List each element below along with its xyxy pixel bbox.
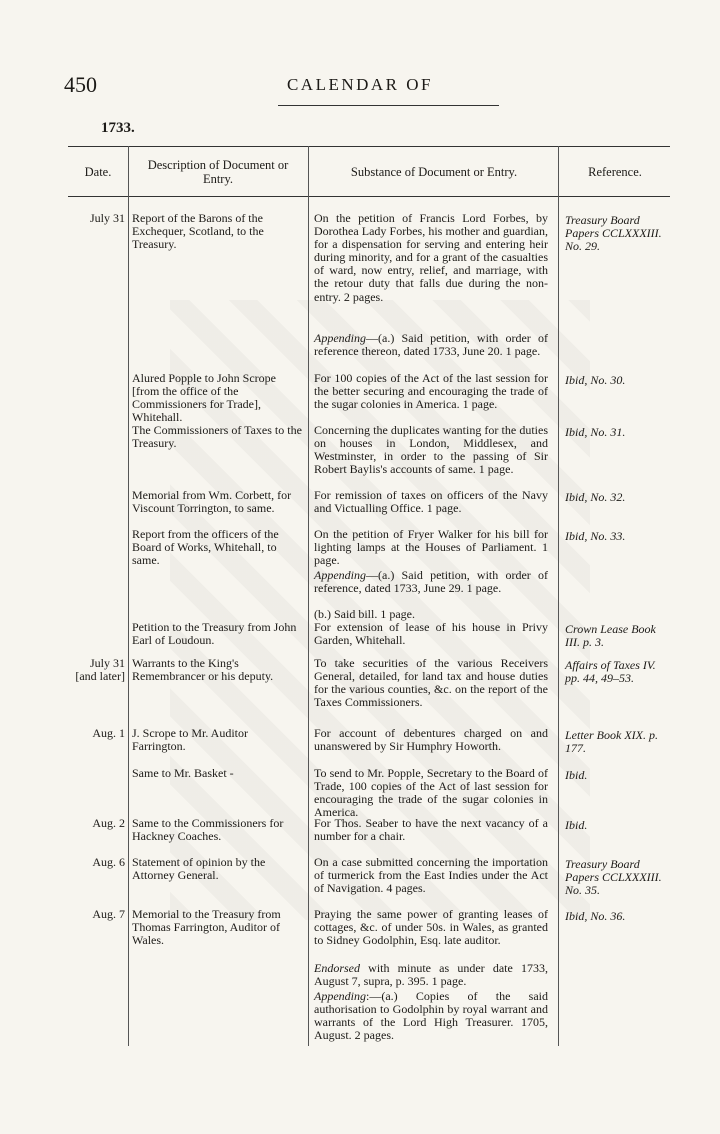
entry-substance: For account of debentures charged on and unanswered by Sir Humphry Howorth. [314, 726, 548, 754]
entry-reference: Ibid. [565, 818, 588, 832]
entry-description: Alured Popple to John Scrope [from the office of the Commissioners for Trade], Whitehall. [132, 371, 276, 425]
entry-substance: On the petition of Fryer Walker for his bill for lighting lamps at the Houses of Parliament. 1 page. [314, 527, 548, 568]
column-divider [308, 146, 309, 1046]
column-header-description: Description of Document or Entry. [147, 158, 289, 186]
entry-substance: To take securities of the various Receivers General, detailed, for land tax and house duties for the various counties, &c. on the report of the Taxes Commissioners. [314, 656, 548, 710]
entry-reference: Treasury Board Papers CCLXXXIII. No. 35. [565, 857, 662, 898]
entry-description: Statement of opinion by the Attorney General. [132, 855, 266, 883]
appending-label: Appending [314, 989, 366, 1003]
entry-description: Memorial to the Treasury from Thomas Farrington, Auditor of Wales. [132, 907, 281, 948]
entry-description: The Commissioners of Taxes to the Treasury. [132, 423, 302, 451]
entry-substance: For extension of lease of his house in Privy Garden, Whitehall. [314, 620, 548, 648]
column-header-reference: Reference. [588, 165, 642, 179]
entry-date: Aug. 1 [92, 726, 125, 740]
entry-description: Petition to the Treasury from John Earl of Loudoun. [132, 620, 297, 648]
entry-substance: For Thos. Seaber to have the next vacancy of a number for a chair. [314, 816, 548, 844]
entry-appending: Appending—(a.) Said petition, with order of reference, dated 1733, June 29. 1 page. [314, 568, 548, 596]
entry-reference: Ibid, No. 32. [565, 490, 626, 504]
entry-description: Warrants to the King's Remembrancer or his deputy. [132, 656, 274, 684]
column-header-substance: Substance of Document or Entry. [350, 165, 518, 179]
entry-reference: Affairs of Taxes IV. pp. 44, 49–53. [565, 658, 656, 686]
table-header-rule [68, 196, 670, 197]
entry-reference: Ibid, No. 31. [565, 425, 626, 439]
page-title: CALENDAR OF [286, 75, 434, 94]
entry-appending: Appending:—(a.) Copies of the said authorisation to Godolphin by royal warrant and warrants of the Lord High Treasurer. 1705, August. 2 pages. [314, 989, 548, 1043]
entry-description: J. Scrope to Mr. Auditor Farrington. [132, 726, 248, 754]
entry-substance: For remission of taxes on officers of the Navy and Victualling Office. 1 page. [314, 488, 548, 516]
entry-description: Same to the Commissioners for Hackney Coaches. [132, 816, 284, 844]
column-header-date: Date. [84, 165, 112, 179]
entry-substance: On a case submitted concerning the importation of turmerick from the East Indies under the Act of Navigation. 4 pages. [314, 855, 548, 896]
entry-description: Report from the officers of the Board of Works, Whitehall, to same. [132, 527, 279, 568]
entry-date: Aug. 7 [92, 907, 125, 921]
entry-reference: Ibid, No. 33. [565, 529, 626, 543]
title-rule [278, 105, 499, 106]
entry-reference: Ibid, No. 30. [565, 373, 626, 387]
entry-description: Same to Mr. Basket - [132, 766, 234, 780]
entry-endorsed: Endorsed with minute as under date 1733, August 7, supra, p. 395. 1 page. [314, 961, 548, 989]
entry-description: Report of the Barons of the Exchequer, Scotland, to the Treasury. [132, 211, 264, 252]
entry-reference: Treasury Board Papers CCLXXXIII. No. 29. [565, 213, 662, 254]
entry-reference: Ibid, No. 36. [565, 909, 626, 923]
appending-label: Appending [314, 568, 366, 582]
entry-date: July 31 [89, 211, 125, 225]
entry-date: July 31 [and later] [75, 656, 125, 684]
entry-substance: For 100 copies of the Act of the last session for the better securing and encouraging the trade of the sugar colonies in America. 1 page. [314, 371, 548, 412]
entry-appending-b: (b.) Said bill. 1 page. [314, 607, 415, 621]
page-number: 450 [64, 72, 97, 97]
page-header [0, 72, 720, 102]
column-divider [128, 146, 129, 1046]
entry-description: Memorial from Wm. Corbett, for Viscount Torrington, to same. [132, 488, 292, 516]
entry-date: Aug. 2 [92, 816, 125, 830]
entry-appending: Appending—(a.) Said petition, with order of reference thereon, dated 1733, June 20. 1 page. [314, 331, 548, 359]
column-divider [558, 146, 559, 1046]
entry-reference: Ibid. [565, 768, 588, 782]
entry-substance: Concerning the duplicates wanting for the duties on houses in London, Middlesex, and Westminster, in order to the passing of Sir Robert Baylis's accounts of same. 1 page. [314, 423, 548, 477]
year-heading: 1733. [101, 120, 135, 136]
entry-substance: On the petition of Francis Lord Forbes, by Dorothea Lady Forbes, his mother and guardian, for a dispensation for serving and entering heir during minority, and for a grant of the casualties of ward, now entry, relief, and marriage, with the retour duty that falls due during the non-entry. 2 pages. [314, 211, 548, 304]
entry-reference: Crown Lease Book III. p. 3. [565, 622, 656, 650]
entry-reference: Letter Book XIX. p. 177. [565, 728, 658, 756]
entry-date: Aug. 6 [92, 855, 125, 869]
entry-substance: To send to Mr. Popple, Secretary to the Board of Trade, 100 copies of the Act of last session for encouraging the trade of the sugar colonies in America. [314, 766, 548, 820]
entry-substance: Praying the same power of granting leases of cottages, &c. of under 50s. in Wales, as granted to Sidney Godolphin, Esq. late auditor. [314, 907, 548, 948]
table-top-rule [68, 146, 670, 147]
appending-label: Appending [314, 331, 366, 345]
endorsed-label: Endorsed [314, 961, 360, 975]
